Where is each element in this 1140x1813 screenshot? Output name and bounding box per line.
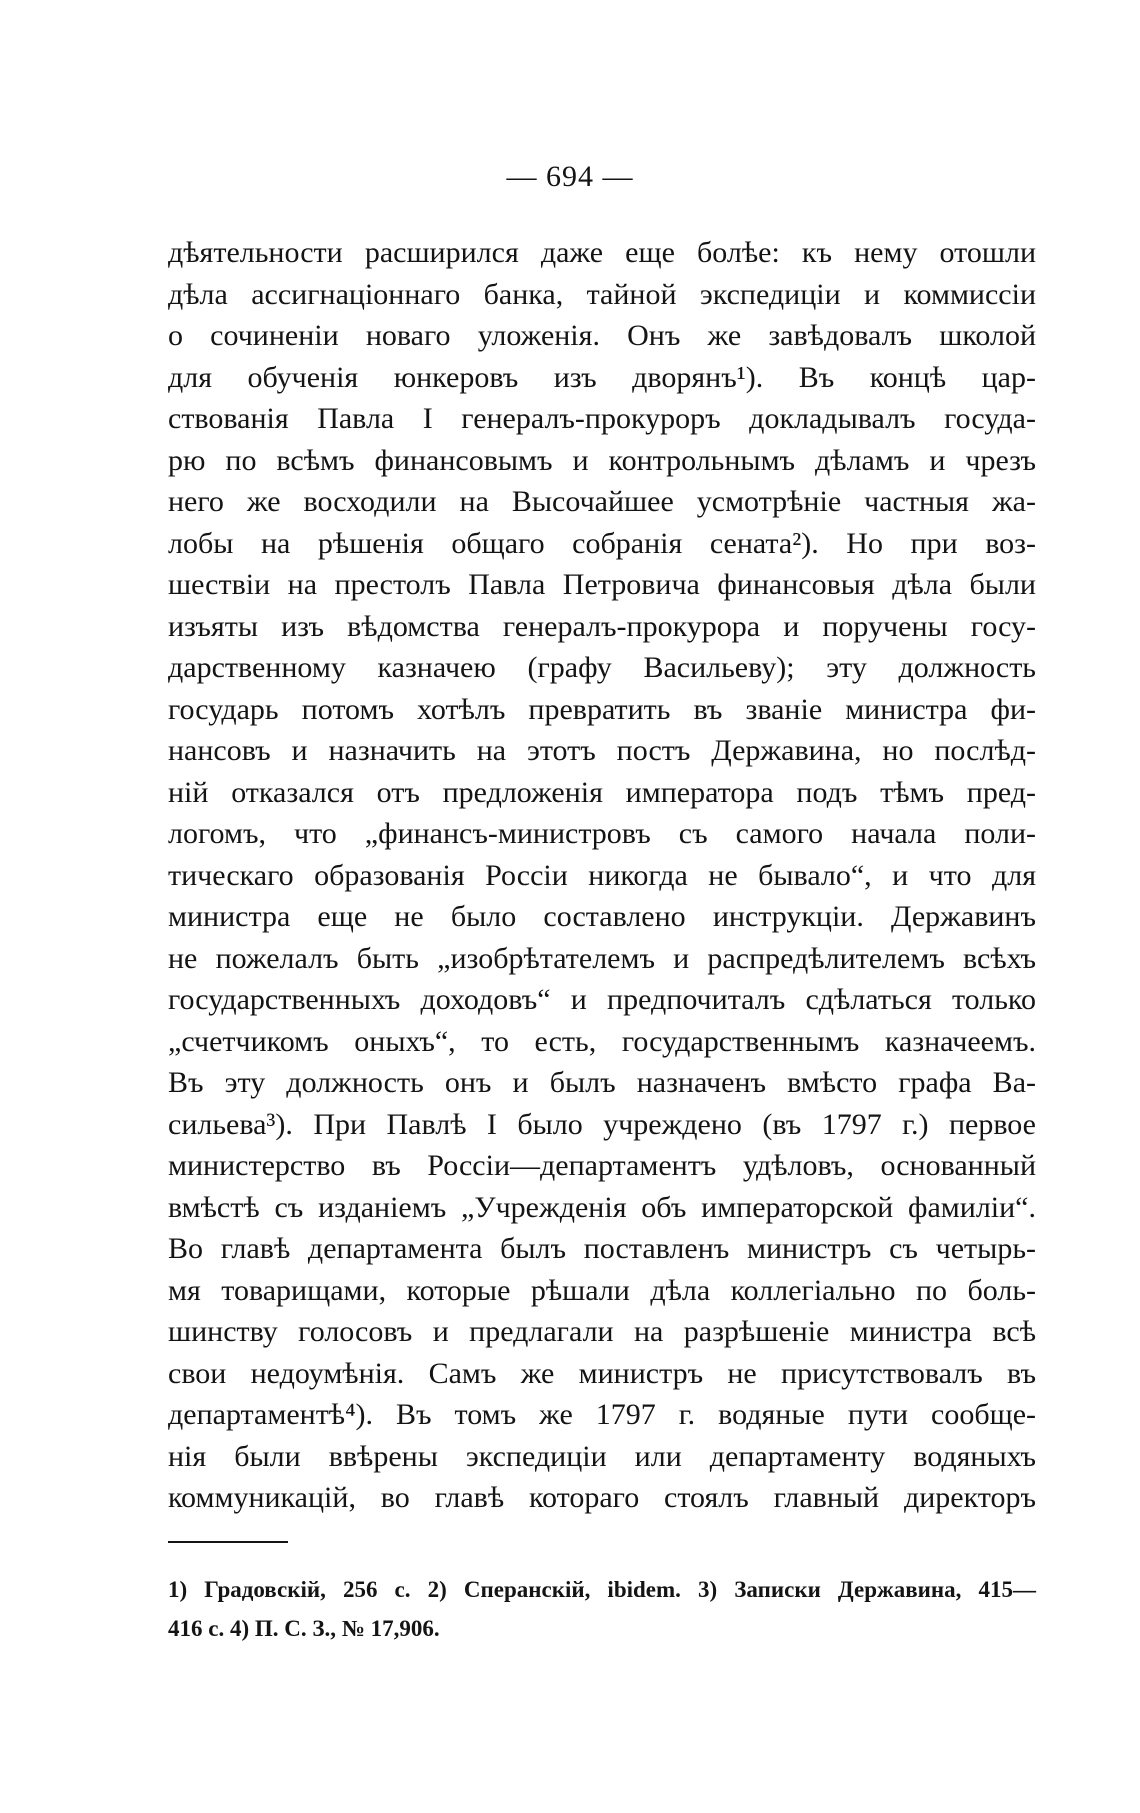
text-line: шинству голосовъ и предлагали на разрѣшеніе министра всѣ [168,1315,1036,1348]
text-line: государственныхъ доходовъ“ и предпочиталъ сдѣлаться только [168,983,1036,1016]
text-line: дарственному казначею (графу Васильеву); эту должность [168,651,1036,684]
text-line: лобы на рѣшенія общаго собранія сената²). Но при воз- [168,526,1036,560]
text-line: нія были ввѣрены экспедиціи или департаменту водяныхъ [168,1439,1036,1473]
text-line: мя товарищами, которые рѣшали дѣла коллегіально по боль- [168,1273,1036,1307]
text-line: вмѣстѣ съ изданіемъ „Учрежденія объ императорской фамиліи“. [168,1190,1036,1224]
text-line: рю по всѣмъ финансовымъ и контрольнымъ дѣламъ и чрезъ [168,443,1036,477]
text-line: государь потомъ хотѣлъ превратить въ званіе министра фи- [168,692,1036,726]
text-line: Въ эту должность онъ и былъ назначенъ вмѣсто графа Ва- [168,1066,1036,1099]
text-line: коммуникацій, во главѣ котораго стоялъ главный директоръ [168,1481,1036,1514]
text-line: дѣла ассигнаціоннаго банка, тайной экспедиціи и коммиссіи [168,277,1036,311]
page-number: — 694 — [506,160,634,193]
text-line: сильева³). При Павлѣ I было учреждено (въ 1797 г.) первое [168,1107,1036,1141]
body-text [168,232,1036,1519]
text-line: ствованія Павла I генералъ-прокуроръ докладывалъ госуда- [168,402,1036,435]
text-line: Во главѣ департамента былъ поставленъ министръ съ четырь- [168,1232,1036,1265]
text-line: логомъ, что „финансъ-министровъ съ самого начала поли- [168,817,1036,850]
text-line: о сочиненіи новаго уложенія. Онъ же завѣдовалъ школой [168,319,1036,352]
text-line: ній отказался отъ предложенія императора подъ тѣмъ пред- [168,775,1036,809]
footnote-divider [168,1541,288,1543]
footnote-line: 1) Градовскій, 256 с. 2) Сперанскій, ibidem. 3) Записки Державина, 415— [168,1577,1036,1602]
footnotes [168,1570,1036,1648]
text-line: министра еще не было составлено инструкціи. Державинъ [168,900,1036,933]
text-line: изъяты изъ вѣдомства генералъ-прокурора и поручены госу- [168,609,1036,643]
text-line: тическаго образованія Россіи никогда не бывало“, и что для [168,858,1036,892]
text-line: министерство въ Россіи—департаментъ удѣловъ, основанный [168,1149,1036,1182]
text-line: него же восходили на Высочайшее усмотрѣніе частныя жа- [168,485,1036,518]
text-line: для обученія юнкеровъ изъ дворянъ¹). Въ концѣ цар- [168,360,1036,394]
text-line: не пожелалъ быть „изобрѣтателемъ и распредѣлителемъ всѣхъ [168,941,1036,975]
text-line: „счетчикомъ оныхъ“, то есть, государственнымъ казначеемъ. [168,1024,1036,1058]
text-line: департаментѣ⁴). Въ томъ же 1797 г. водяные пути сообще- [168,1398,1036,1431]
text-line: дѣятельности расширился даже еще болѣе: къ нему отошли [168,236,1036,269]
footnote-line: 416 с. 4) П. С. З., № 17,906. [168,1616,440,1641]
text-line: свои недоумѣнія. Самъ же министръ не присутствовалъ въ [168,1356,1036,1390]
text-line: шествіи на престолъ Павла Петровича финансовыя дѣла были [168,568,1036,601]
text-line: нансовъ и назначить на этотъ постъ Державина, но послѣд- [168,734,1036,767]
